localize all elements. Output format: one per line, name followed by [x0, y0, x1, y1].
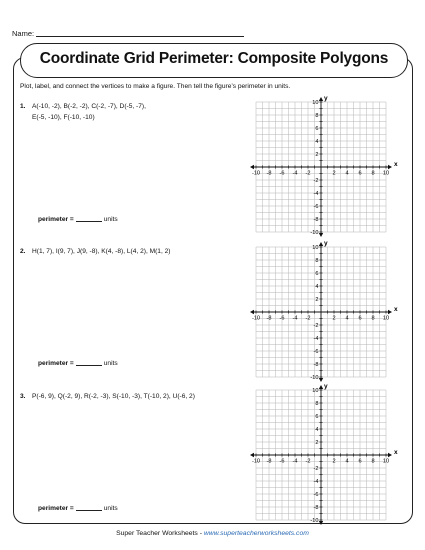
- problem-number: 1.: [20, 103, 26, 110]
- problem-1: [20, 101, 146, 123]
- y-tick-label: 4: [315, 427, 319, 433]
- y-tick-label: -2: [313, 323, 319, 329]
- x-tick-label: 6: [358, 458, 362, 465]
- y-tick-label: -4: [313, 336, 319, 342]
- y-tick-label: -10: [310, 375, 319, 381]
- y-tick-label: 8: [315, 258, 319, 264]
- x-tick-label: -6: [279, 458, 285, 465]
- x-tick-label: 8: [371, 458, 375, 465]
- x-tick-label: 6: [358, 315, 362, 322]
- y-tick-label: 6: [315, 126, 319, 132]
- x-tick-label: 6: [358, 170, 362, 177]
- x-tick-label: -6: [279, 170, 285, 177]
- answer-blank[interactable]: [76, 221, 102, 222]
- x-tick-label: -8: [266, 458, 272, 465]
- y-tick-label: 10: [312, 388, 319, 394]
- y-axis-label: y: [324, 240, 328, 247]
- footer-link[interactable]: www.superteacherworksheets.com: [203, 530, 309, 537]
- x-tick-label: 2: [332, 315, 336, 322]
- perimeter-label: perimeter =: [38, 216, 74, 223]
- y-tick-label: 4: [315, 284, 319, 290]
- perimeter-answer-2: [38, 360, 118, 367]
- answer-blank[interactable]: [76, 365, 102, 366]
- units-label: units: [103, 505, 118, 512]
- y-axis-arrow-up: [319, 385, 323, 389]
- answer-blank[interactable]: [76, 510, 102, 511]
- x-tick-label: 4: [345, 315, 349, 322]
- x-axis-label: x: [394, 161, 398, 168]
- x-tick-label: -6: [279, 315, 285, 322]
- x-tick-label: -8: [266, 170, 272, 177]
- grid-svg: [250, 383, 398, 524]
- coordinate-grid-2: [250, 240, 398, 381]
- x-tick-label: 4: [345, 458, 349, 465]
- y-tick-label: -6: [313, 492, 319, 498]
- name-label: Name:: [12, 29, 35, 38]
- x-tick-label: -10: [251, 458, 261, 465]
- y-tick-label: 2: [315, 297, 319, 303]
- y-axis-arrow-up: [319, 242, 323, 246]
- y-tick-label: -10: [310, 518, 319, 524]
- x-tick-label: 10: [382, 170, 390, 177]
- y-tick-label: -10: [310, 230, 319, 236]
- y-tick-label: 2: [315, 440, 319, 446]
- coordinate-grid-1: [250, 95, 398, 236]
- x-tick-label: -4: [292, 170, 298, 177]
- x-tick-label: -4: [292, 315, 298, 322]
- y-tick-label: -8: [313, 217, 319, 223]
- x-axis-arrow-right: [388, 165, 392, 169]
- x-tick-label: 2: [332, 458, 336, 465]
- x-tick-label: -4: [292, 458, 298, 465]
- y-tick-label: -2: [313, 178, 319, 184]
- units-label: units: [103, 360, 118, 367]
- x-tick-label: -2: [305, 170, 311, 177]
- problem-2: [20, 246, 171, 257]
- y-tick-label: 10: [312, 245, 319, 251]
- coordinate-grid-3: [250, 383, 398, 524]
- grid-svg: [250, 95, 398, 236]
- y-axis-arrow-up: [319, 97, 323, 101]
- x-tick-label: 8: [371, 315, 375, 322]
- perimeter-answer-1: [38, 216, 118, 223]
- x-tick-label: 10: [382, 458, 390, 465]
- x-axis-arrow-right: [388, 453, 392, 457]
- instructions: Plot, label, and connect the vertices to make a figure. Then tell the figure’s perimeter in units.: [20, 83, 291, 90]
- y-tick-label: 8: [315, 113, 319, 119]
- y-tick-label: -8: [313, 505, 319, 511]
- y-tick-label: -6: [313, 204, 319, 210]
- y-tick-label: 6: [315, 271, 319, 277]
- problem-vertices: H(1, 7), I(9, 7), J(9, -8), K(4, -8), L(4, 2), M(1, 2): [32, 248, 171, 255]
- problem-number: 2.: [20, 248, 26, 255]
- y-tick-label: -8: [313, 362, 319, 368]
- x-tick-label: -10: [251, 170, 261, 177]
- x-axis-arrow-left: [250, 165, 254, 169]
- y-tick-label: -6: [313, 349, 319, 355]
- y-axis-label: y: [324, 383, 328, 390]
- page-title: Coordinate Grid Perimeter: Composite Polygons: [39, 50, 389, 67]
- y-tick-label: -4: [313, 479, 319, 485]
- problem-vertices: A(-10, -2), B(-2, -2), C(-2, -7), D(-5, -7),: [32, 103, 146, 110]
- x-axis-label: x: [394, 449, 398, 456]
- footer-text: Super Teacher Worksheets -: [116, 530, 204, 537]
- grid-svg: [250, 240, 398, 381]
- problem-vertices-cont: E(-5, -10), F(-10, -10): [32, 114, 95, 121]
- name-line[interactable]: [36, 36, 244, 37]
- perimeter-label: perimeter =: [38, 505, 74, 512]
- y-axis-label: y: [324, 95, 328, 102]
- y-tick-label: 8: [315, 401, 319, 407]
- x-tick-label: 10: [382, 315, 390, 322]
- y-tick-label: 10: [312, 100, 319, 106]
- x-tick-label: -2: [305, 315, 311, 322]
- x-tick-label: -10: [251, 315, 261, 322]
- x-tick-label: 8: [371, 170, 375, 177]
- x-tick-label: 2: [332, 170, 336, 177]
- y-tick-label: 2: [315, 152, 319, 158]
- y-tick-label: 4: [315, 139, 319, 145]
- x-axis-arrow-right: [388, 310, 392, 314]
- problem-vertices: P(-6, 9), Q(-2, 9), R(-2, -3), S(-10, -3), T(-10, 2), U(-6, 2): [32, 393, 195, 400]
- y-tick-label: -2: [313, 466, 319, 472]
- y-tick-label: -4: [313, 191, 319, 197]
- x-tick-label: -8: [266, 315, 272, 322]
- problem-3: [20, 391, 195, 402]
- perimeter-answer-3: [38, 505, 118, 512]
- x-tick-label: 4: [345, 170, 349, 177]
- units-label: units: [103, 216, 118, 223]
- x-axis-arrow-left: [250, 310, 254, 314]
- footer: [0, 530, 425, 537]
- title-banner: [20, 43, 408, 78]
- x-axis-label: x: [394, 306, 398, 313]
- x-axis-arrow-left: [250, 453, 254, 457]
- y-tick-label: 6: [315, 414, 319, 420]
- perimeter-label: perimeter =: [38, 360, 74, 367]
- problem-number: 3.: [20, 393, 26, 400]
- x-tick-label: -2: [305, 458, 311, 465]
